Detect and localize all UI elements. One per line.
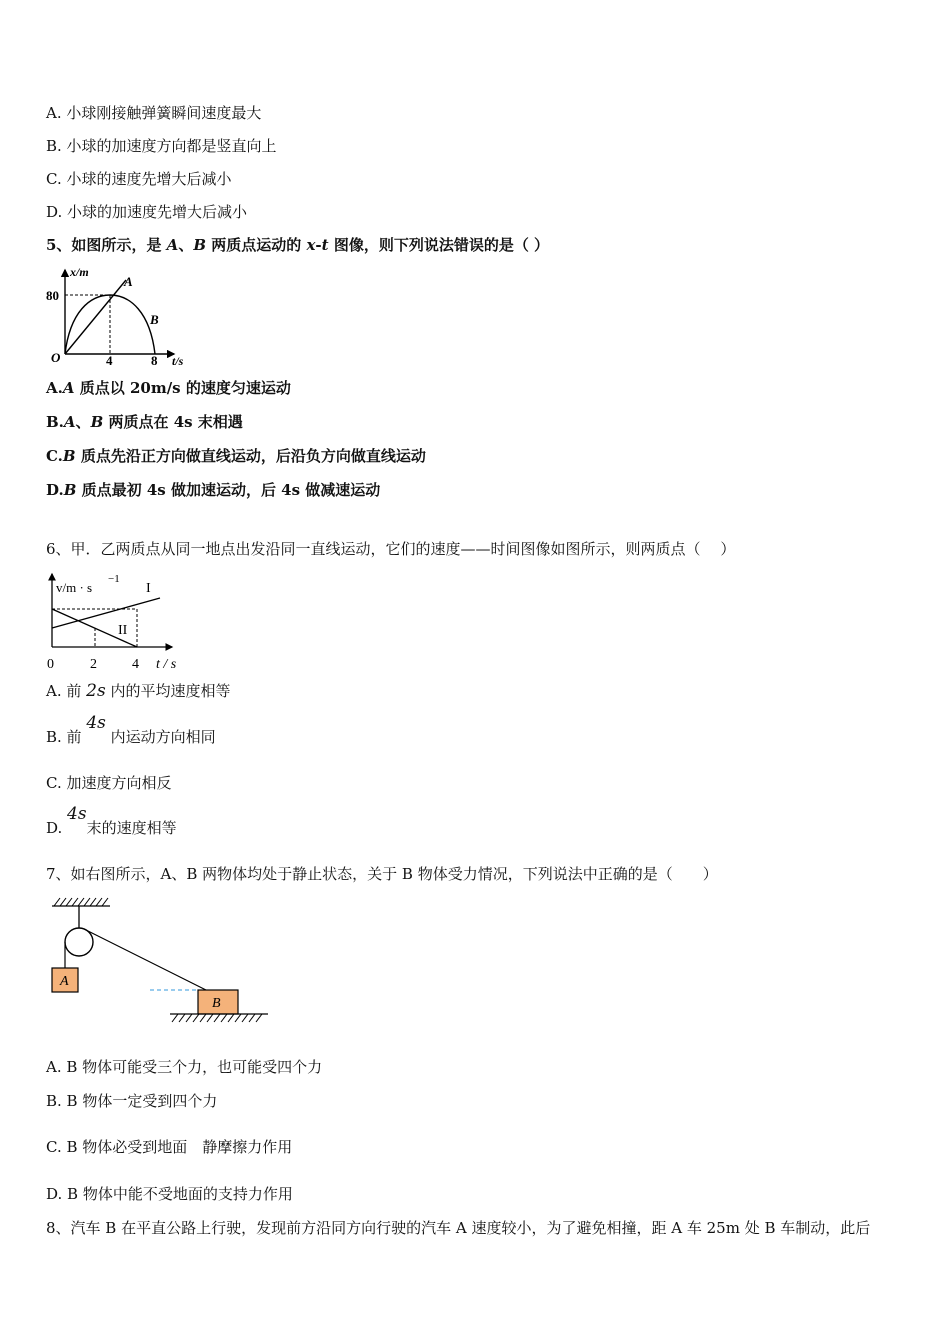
q5-label-a: A (124, 274, 133, 289)
q4-option-a: A. 小球刚接触弹簧瞬间速度最大 (46, 104, 262, 122)
q4-option-b: B. 小球的加速度方向都是竖直向上 (46, 137, 277, 155)
q6-option-b: B. 前 4s 内运动方向相同 (46, 713, 216, 746)
q7-label-b: B (212, 996, 221, 1011)
q6-label-ii: II (118, 623, 128, 638)
q5-option-a: A.A 质点以 20m/s 的速度匀速运动 (46, 379, 291, 397)
q5-option-b: B.A、B 两质点在 4s 末相遇 (46, 413, 243, 431)
q5-ylabel: x/m (70, 265, 89, 279)
q5-tick-80: 80 (46, 288, 59, 303)
q7-option-c: C. B 物体必受到地面 静摩擦力作用 (46, 1138, 293, 1156)
q6-tick-4: 4 (132, 657, 139, 672)
q7-option-d: D. B 物体中能不受地面的支持力作用 (46, 1185, 293, 1203)
q6-label-i: I (146, 581, 151, 596)
q5-xlabel: t/s (172, 354, 184, 368)
q5-xt-graph (46, 262, 196, 370)
q6-ylabel-sup: −1 (108, 573, 120, 585)
q4-option-c: C. 小球的速度先增大后减小 (46, 170, 232, 188)
q6-vt-graph (42, 568, 192, 674)
q5-tick-8: 8 (151, 353, 158, 368)
q5-option-c: C.B 质点先沿正方向做直线运动，后沿负方向做直线运动 (46, 447, 426, 465)
q6-option-a: A. 前 2s 内的平均速度相等 (46, 681, 231, 701)
q6-stem: 6、甲．乙两质点从同一地点出发沿同一直线运动，它们的速度——时间图像如图所示，则两质点（ ） (46, 540, 736, 558)
q7-label-a: A (60, 974, 69, 989)
q7-pulley (65, 928, 93, 956)
q5-option-d: D.B 质点最初 4s 做加速运动，后 4s 做减速运动 (46, 481, 381, 499)
q7-pulley-diagram (46, 896, 272, 1026)
q5-tick-4: 4 (106, 353, 113, 368)
q6-xlabel: t / s (156, 657, 177, 672)
q6-tick-2: 2 (90, 657, 97, 672)
q5-label-b: B (150, 312, 159, 327)
q5-line-a (65, 280, 126, 354)
q7-stem: 7、如右图所示，A、B 两物体均处于静止状态，关于 B 物体受力情况，下列说法中正确的是（ ） (46, 865, 718, 883)
q8-stem: 8、汽车 B 在平直公路上行驶，发现前方沿同方向行驶的汽车 A 速度较小，为了避免相撞，距 A 车 25m 处 B 车制动，此后 (46, 1219, 871, 1237)
q6-ylabel: v/m · s (56, 580, 93, 595)
q7-option-b: B. B 物体一定受到四个力 (46, 1092, 218, 1110)
q6-line-i (52, 598, 160, 628)
q5-origin: O (51, 350, 61, 365)
q6-option-c: C. 加速度方向相反 (46, 774, 172, 792)
q5-stem: 5、如图所示，是 A、B 两质点运动的 x-t 图像，则下列说法错误的是（ ） (46, 236, 550, 254)
q7-option-a: A. B 物体可能受三个力，也可能受四个力 (46, 1058, 323, 1076)
q6-tick-0: 0 (47, 657, 54, 672)
q6-option-d: D. 4s末的速度相等 (46, 804, 177, 837)
q4-option-d: D. 小球的加速度先增大后减小 (46, 203, 248, 221)
